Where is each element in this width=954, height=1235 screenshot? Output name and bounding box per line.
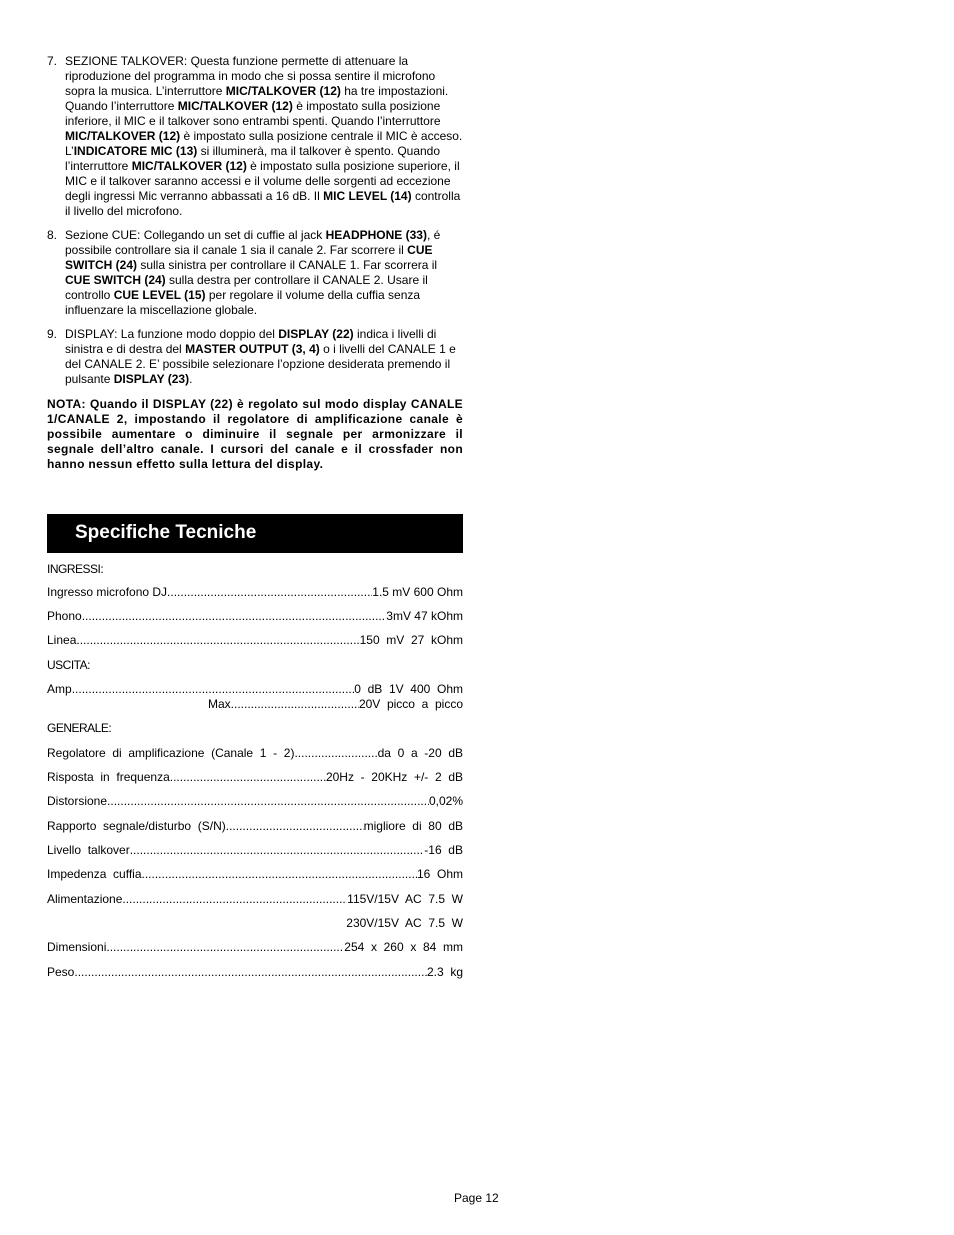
list-item <box>47 327 463 387</box>
spec-row <box>47 682 463 696</box>
bold-control-ref: CUE SWITCH (24) <box>65 243 433 272</box>
spec-leader-dots <box>142 867 417 881</box>
spec-label: Dimensioni <box>47 940 107 954</box>
spec-value: 0 dB 1V 400 Ohm <box>354 682 463 696</box>
list-item <box>47 228 463 318</box>
spec-row <box>47 633 463 647</box>
spec-row <box>47 892 463 906</box>
spec-leader-dots <box>226 819 364 833</box>
spec-label: Ingresso microfono DJ <box>47 585 168 599</box>
bold-control-ref: MIC/TALKOVER (12) <box>131 159 247 173</box>
spec-label: Risposta in frequenza <box>47 770 170 784</box>
spec-row <box>47 965 463 979</box>
spec-value: 230V/15V AC 7.5 W <box>346 916 463 930</box>
spec-row <box>47 746 463 760</box>
spec-leader-dots <box>72 682 355 696</box>
spec-leader-dots <box>106 940 344 954</box>
spec-row <box>47 609 463 623</box>
spec-leader-dots <box>130 843 425 857</box>
bold-control-ref: INDICATORE MIC (13) <box>73 144 198 158</box>
spec-row <box>47 585 463 599</box>
list-item-text: DISPLAY: La funzione modo doppio del DISPLAY (22) indica i livelli di sinistra e di destra del MASTER OUTPUT (3, 4) o i livelli del CANALE 1 e del CANALE 2. E’ possibile selezionare l’opzione desiderata premendo il pulsante DISPLAY (23). <box>65 327 456 386</box>
spec-label: Impedenza cuffia <box>47 867 142 881</box>
numbered-list <box>47 54 463 387</box>
spec-value: 254 x 260 x 84 mm <box>344 940 463 954</box>
spec-value: 20Hz - 20KHz +/- 2 dB <box>325 770 463 784</box>
spec-value: 150 mV 27 kOhm <box>359 633 463 647</box>
spec-label: Livello talkover <box>47 843 130 857</box>
spec-value: da 0 a -20 dB <box>377 746 463 760</box>
bold-control-ref: MIC/TALKOVER (12) <box>177 99 293 113</box>
list-item-number: 7. <box>47 54 58 68</box>
spec-section-heading: GENERALE: <box>47 721 112 735</box>
spec-row <box>208 697 463 711</box>
spec-value: 115V/15V AC 7.5 W <box>347 892 463 906</box>
spec-value: 16 Ohm <box>416 867 463 881</box>
list-item-text: Sezione CUE: Collegando un set di cuffie al jack HEADPHONE (33), é possibile controllare sia il canale 1 sia il canale 2. Far scorrere il CUE SWITCH (24) sulla sinistra per controllare il CANALE 1. Far scorrera il CUE SWITCH (24) sulla destra per controllare il CANALE 2. Usare il controllo CUE LEVEL (15) per regolare il volume della cuffia senza influenzare la miscellazione globale. <box>65 228 441 317</box>
spec-label: Phono <box>47 609 82 623</box>
spec-leader-dots <box>74 965 427 979</box>
spec-label: Alimentazione <box>47 892 123 906</box>
spec-value: 0,02% <box>428 794 463 808</box>
spec-leader-dots <box>107 794 429 808</box>
spec-label: Max <box>208 697 231 711</box>
spec-row <box>47 770 463 784</box>
list-item-text: SEZIONE TALKOVER: Questa funzione permette di attenuare la riproduzione del programma in modo che si possa sentire il microfono sopra la musica. L’interruttore MIC/TALKOVER (12) ha tre impostazioni. Quando l’interruttore MIC/TALKOVER (12) è impostato sulla posizione inferiore, il MIC e il talkover sono entrambi spenti. Quando l’interruttore MIC/TALKOVER (12) è impostato sulla posizione centrale il MIC è acceso. L’INDICATORE MIC (13) si illuminerà, ma il talkover è spento. Quando l’interruttore MIC/TALKOVER (12) è impostato sulla posizione superiore, il MIC e il talkover saranno accessi e il volume delle sorgenti ad eccezione degli ingressi Mic verranno abbassati a 16 dB. Il MIC LEVEL (14) controlla il livello del microfono. <box>65 54 463 218</box>
bold-control-ref: CUE LEVEL (15) <box>113 288 206 302</box>
list-item <box>47 54 463 219</box>
spec-label: Rapporto segnale/disturbo (S/N) <box>47 819 226 833</box>
spec-row <box>47 867 463 881</box>
spec-leader-dots <box>122 892 347 906</box>
spec-section-heading: USCITA: <box>47 658 90 672</box>
spec-leader-dots <box>82 609 387 623</box>
spec-label: Distorsione <box>47 794 108 808</box>
spec-value: 2.3 kg <box>426 965 463 979</box>
spec-value: 3mV 47 kOhm <box>386 609 463 623</box>
spec-leader-dots <box>167 585 372 599</box>
spec-label: Linea <box>47 633 77 647</box>
bold-control-ref: MIC LEVEL (14) <box>323 189 412 203</box>
spec-value: 1.5 mV 600 Ohm <box>372 585 463 599</box>
spec-leader-dots <box>294 746 377 760</box>
instructions-column <box>47 54 463 472</box>
bold-control-ref: HEADPHONE (33) <box>325 228 427 242</box>
bold-control-ref: MASTER OUTPUT (3, 4) <box>185 342 320 356</box>
list-item-number: 8. <box>47 228 58 242</box>
list-item-number: 9. <box>47 327 58 341</box>
spec-section-heading: INGRESSI: <box>47 562 104 576</box>
spec-leader-dots <box>170 770 326 784</box>
spec-label: Peso <box>47 965 75 979</box>
spec-label: Regolatore di amplificazione (Canale 1 - 2) <box>47 746 295 760</box>
spec-row <box>47 843 463 857</box>
bold-control-ref: MIC/TALKOVER (12) <box>65 129 181 143</box>
bold-control-ref: DISPLAY (22) <box>278 327 354 341</box>
spec-label: Amp <box>47 682 72 696</box>
spec-value: migliore di 80 dB <box>363 819 463 833</box>
spec-row <box>47 794 463 808</box>
spec-row <box>47 940 463 954</box>
bold-control-ref: MIC/TALKOVER (12) <box>225 84 341 98</box>
section-title: Specifiche Tecniche <box>75 522 257 543</box>
spec-row <box>47 819 463 833</box>
page-number: Page 12 <box>454 1191 499 1205</box>
spec-leader-dots <box>76 633 359 647</box>
bold-control-ref: CUE SWITCH (24) <box>65 273 166 287</box>
bold-control-ref: DISPLAY (23) <box>113 372 190 386</box>
spec-value: 20V picco a picco <box>358 697 463 711</box>
section-header-band <box>47 514 463 553</box>
note-paragraph: NOTA: Quando il DISPLAY (22) è regolato sul modo display CANALE 1/CANALE 2, impostando il regolatore di amplificazione canale è possibile aumentare o diminuire il segnale per armonizzare il segnale dell’altro canale. I cursori del canale e il crossfader non hanno nessun effetto sulla lettura del display. <box>47 397 463 471</box>
spec-value: -16 dB <box>424 843 463 857</box>
spec-leader-dots <box>231 697 359 711</box>
